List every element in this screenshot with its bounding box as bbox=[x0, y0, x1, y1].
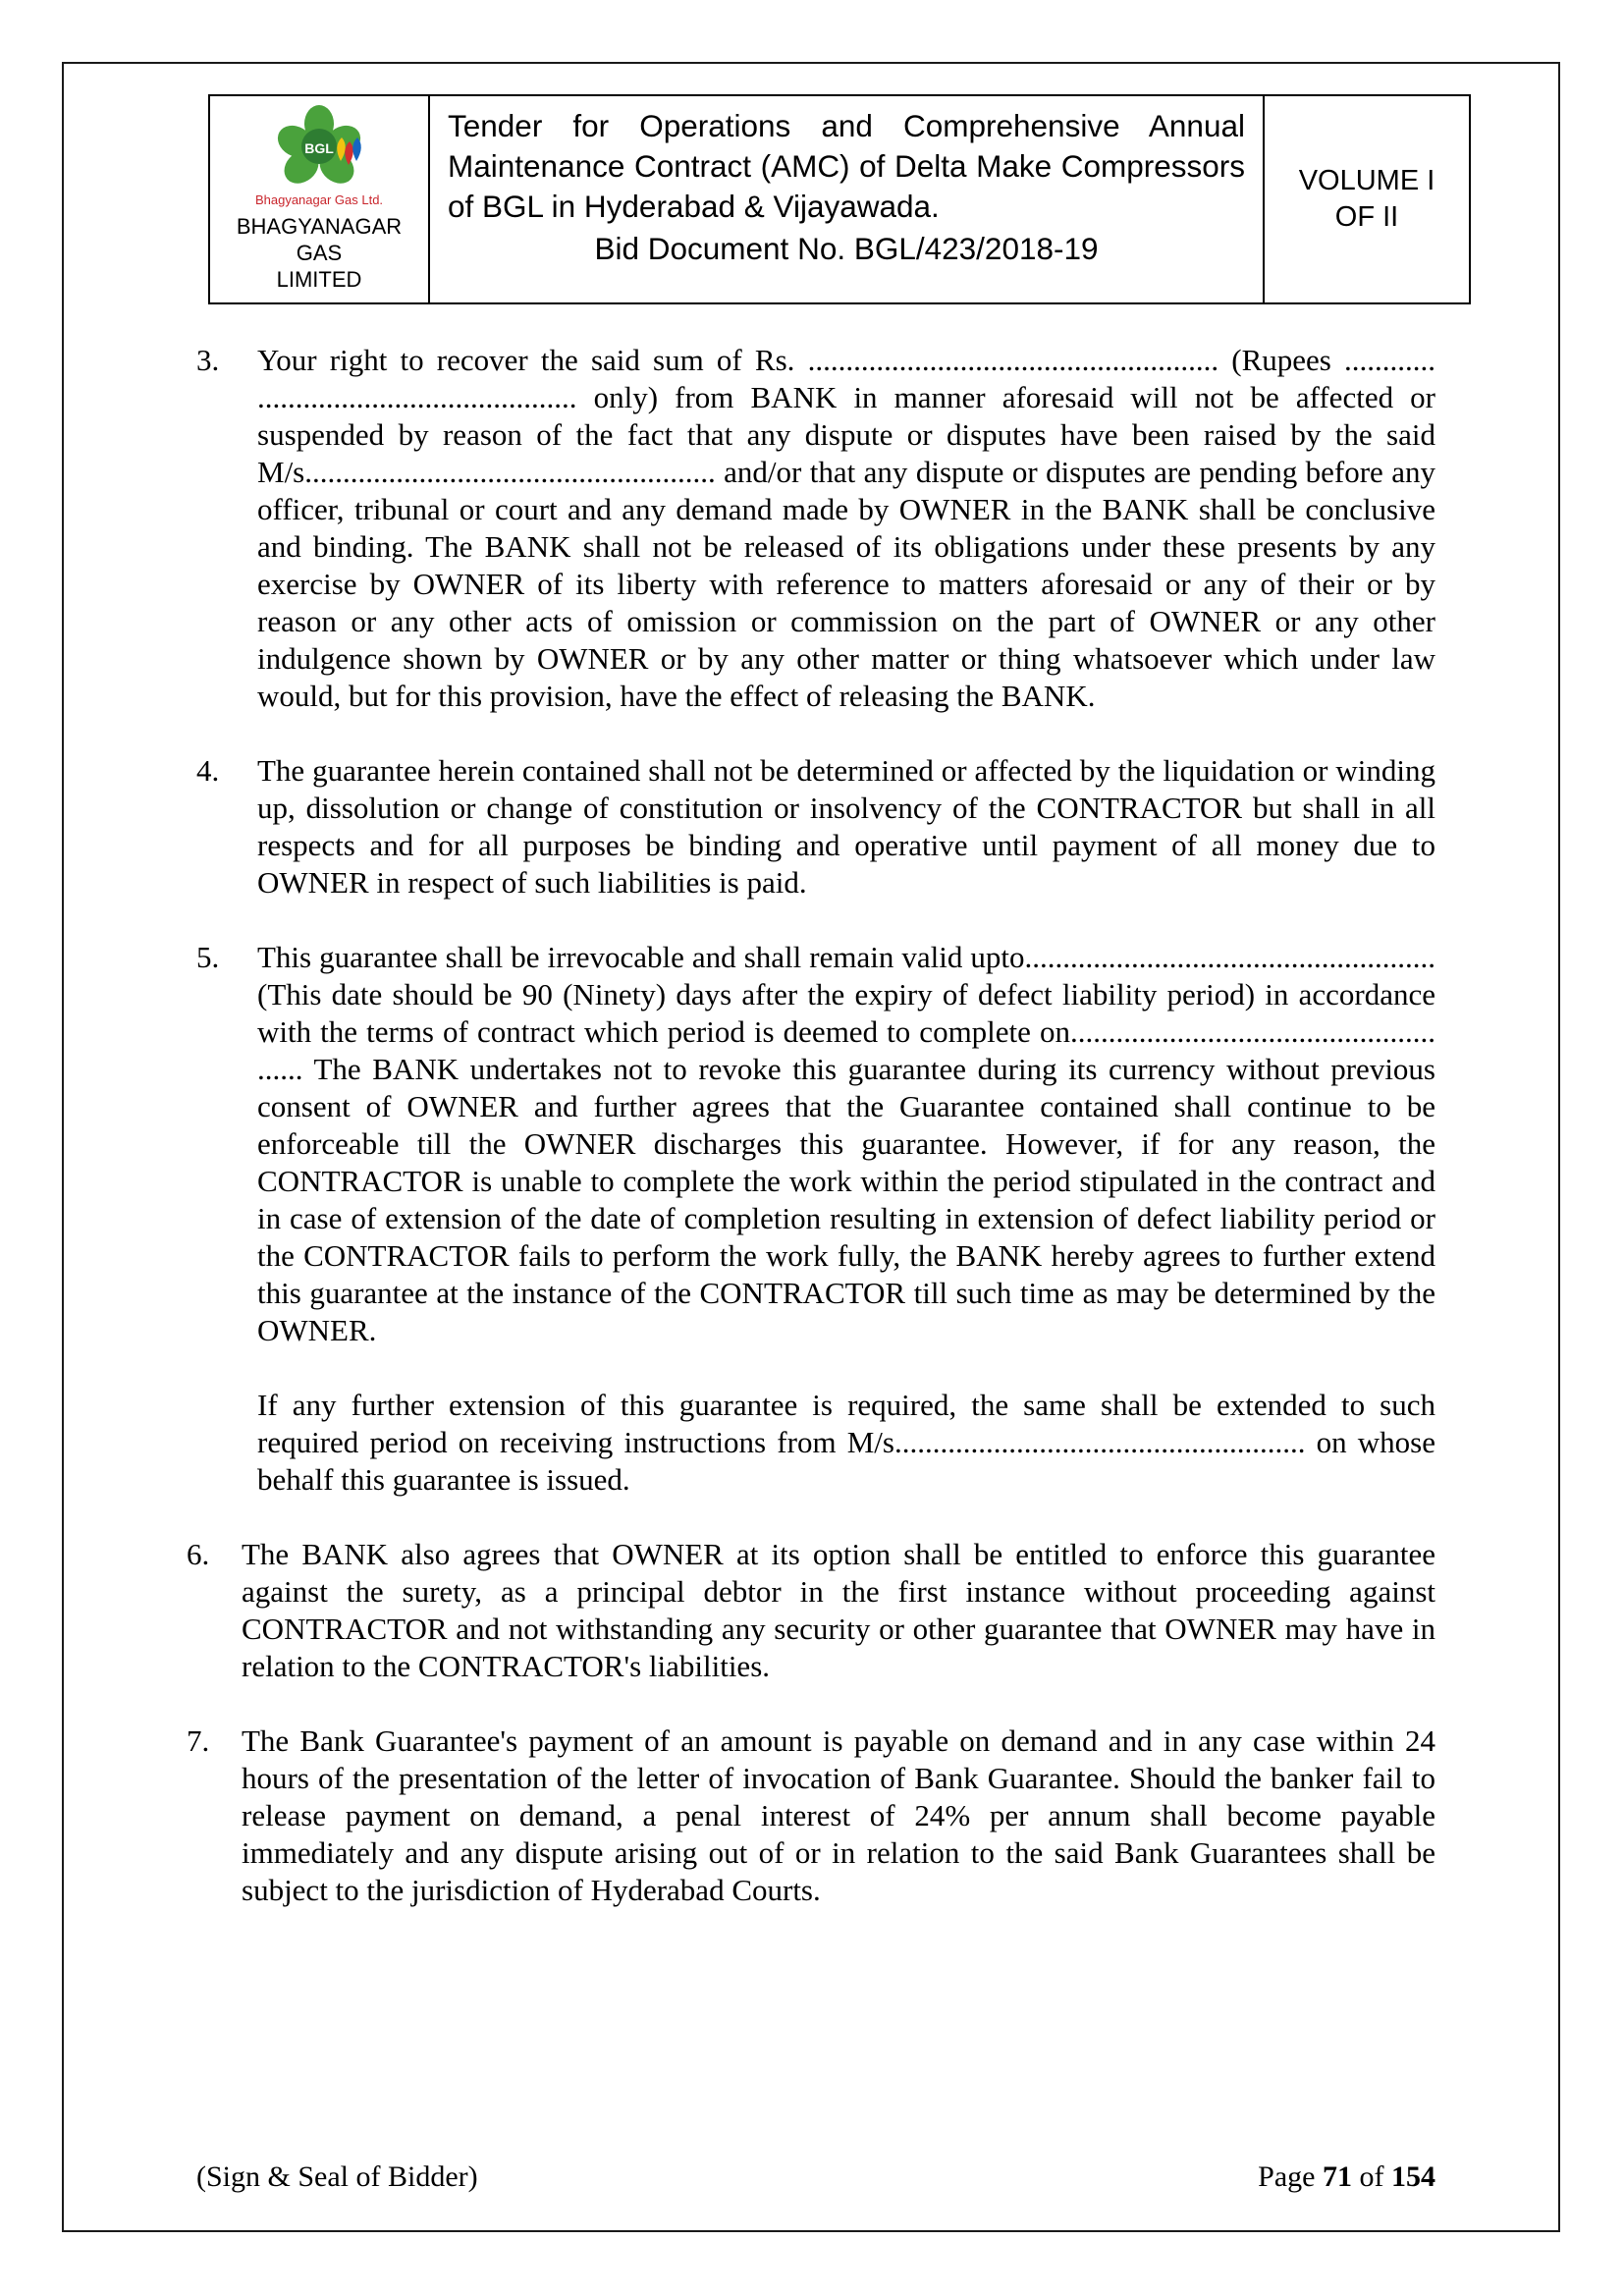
clause-text: Your right to recover the said sum of Rs. ............​............​............​............​...... (Rupees ............​............​............​............​...... only) from BANK in manner aforesaid will not be affected or suspended by reason of the fact that any dispute or disputes have been raised by the said M/s............​............​............​............​...... and/or that any dispute or disputes are pending before any officer, tribunal or court and any demand made by OWNER in the BANK shall be conclusive and binding. The BANK shall not be released of its obligations under these presents by any exercise by OWNER of its liberty with reference to matters aforesaid or any of their or by reason or any other acts of omission or commission on the part of OWNER or any other indulgence shown by OWNER or by any other matter or thing whatsoever which under law would, but for this provision, have the effect of releasing the BANK. bbox=[257, 343, 1435, 713]
clause-5 bbox=[196, 939, 1435, 1349]
page-footer bbox=[196, 2159, 1435, 2196]
document-body bbox=[187, 342, 1435, 1946]
clause-text: The BANK also agrees that OWNER at its option shall be entitled to enforce this guarantee against the surety, as a principal debtor in the first instance without proceeding against CONTRACTOR and not withstanding any security or other guarantee that OWNER may have in relation to the CONTRACTOR's liabilities. bbox=[242, 1537, 1435, 1683]
clause-4 bbox=[196, 752, 1435, 902]
clause-7 bbox=[187, 1722, 1435, 1909]
clause-number: 6. bbox=[187, 1537, 210, 1571]
bgl-logo-text: BGL bbox=[304, 140, 334, 156]
page-number bbox=[1258, 2159, 1435, 2196]
clause-5-continuation bbox=[196, 1387, 1435, 1499]
page-total: 154 bbox=[1391, 2160, 1435, 2193]
clause-number: 3. bbox=[196, 343, 220, 377]
volume-line1: VOLUME I bbox=[1298, 165, 1435, 196]
header-table bbox=[208, 94, 1471, 304]
clause-text: If any further extension of this guarantee is required, the same shall be extended to such required period on receiving instructions from M/s............​............​............​............​...... on whose behalf this guarantee is issued. bbox=[257, 1388, 1435, 1497]
clause-text: This guarantee shall be irrevocable and shall remain valid upto............​............​............​............​...... (This date should be 90 (Ninety) days after the expiry of defect liability period) in accordance with the terms of contract which period is deemed to complete on............​............​............​............​...... The BANK undertakes not to revoke this guarantee during its currency without previous consent of OWNER and further agrees that the Guarantee contained shall continue to be enforceable till the OWNER discharges this guarantee. However, if for any reason, the CONTRACTOR is unable to complete the work within the period stipulated in the contract and in case of extension of the date of completion resulting in extension of defect liability period or the CONTRACTOR fails to perform the work fully, the BANK hereby agrees to further extend this guarantee at the instance of the CONTRACTOR till such time as may be determined by the OWNER. bbox=[257, 940, 1435, 1347]
bgl-logo bbox=[270, 104, 368, 194]
page-current: 71 bbox=[1323, 2160, 1352, 2193]
logo-subtext: Bhagyanagar Gas Ltd. bbox=[254, 192, 384, 207]
document-title: Tender for Operations and Comprehensive Annual Maintenance Contract (AMC) of Delta Make Compressors of BGL in Hyderabad & Vijayawada. bbox=[448, 108, 1245, 224]
header-logo-cell bbox=[210, 96, 430, 302]
clause-text: The guarantee herein contained shall not be determined or affected by the liquidation or winding up, dissolution or change of constitution or insolvency of the CONTRACTOR but shall in all respects and for all purposes be binding and operative until payment of all money due to OWNER in respect of such liabilities is paid. bbox=[257, 753, 1435, 900]
clause-number: 5. bbox=[196, 940, 220, 974]
header-volume-cell bbox=[1265, 96, 1469, 302]
org-name-line1: BHAGYANAGAR GAS bbox=[236, 214, 403, 265]
clause-number bbox=[196, 1387, 257, 1499]
page-label: Page bbox=[1258, 2160, 1316, 2193]
org-name bbox=[216, 213, 422, 293]
of-label: of bbox=[1359, 2160, 1384, 2193]
clause-number: 7. bbox=[187, 1723, 210, 1758]
clause-6 bbox=[187, 1536, 1435, 1685]
clause-text: The Bank Guarantee's payment of an amount is payable on demand and in any case within 24 hours of the presentation of the letter of invocation of Bank Guarantee. Should the banker fail to release payment on demand, a penal interest of 24% per annum shall become payable immediately and any dispute arising out of or in relation to the said Bank Guarantees shall be subject to the jurisdiction of Hyderabad Courts. bbox=[242, 1723, 1435, 1907]
org-name-line2: LIMITED bbox=[276, 267, 362, 292]
clause-3 bbox=[196, 342, 1435, 715]
clause-number: 4. bbox=[196, 753, 220, 788]
bid-document-number: Bid Document No. BGL/423/2018-19 bbox=[594, 231, 1099, 266]
sign-seal-note: (Sign & Seal of Bidder) bbox=[196, 2160, 478, 2193]
volume-line2: OF II bbox=[1334, 201, 1399, 233]
header-title-cell bbox=[430, 96, 1265, 302]
